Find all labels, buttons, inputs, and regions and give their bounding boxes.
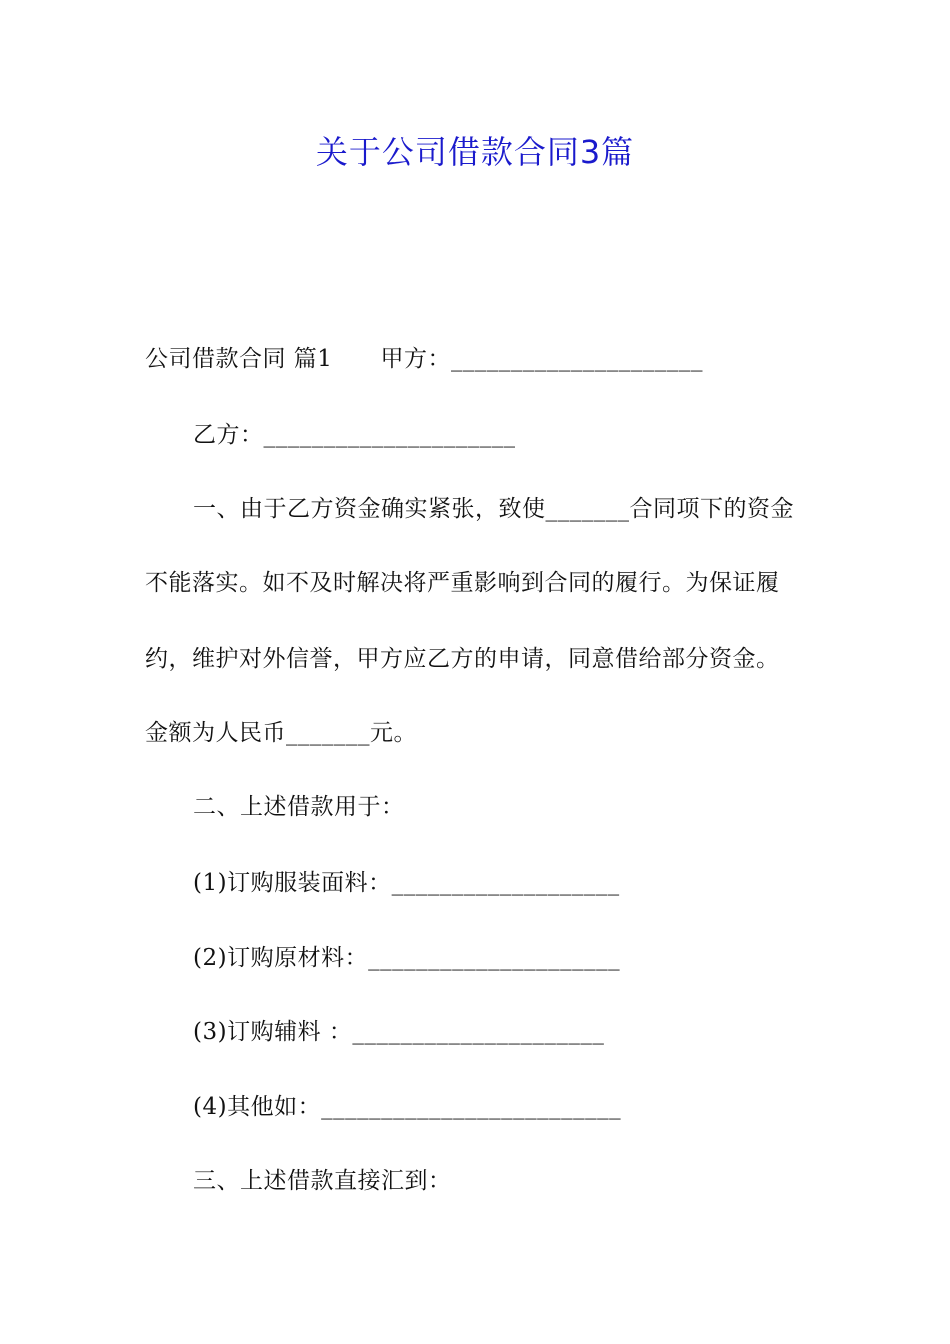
party-b-field: 乙方：_____________________ <box>193 422 516 448</box>
paragraph-line: 不能落实。如不及时解决将严重影响到合同的履行。为保证履 <box>145 570 780 596</box>
paragraph-line: 约，维护对外信誉，甲方应乙方的申请，同意借给部分资金。 <box>145 646 780 672</box>
usage-item: (2)订购原材料：_____________________ <box>193 945 621 971</box>
paragraph-line: 一、由于乙方资金确实紧张，致使_______合同项下的资金 <box>193 496 794 522</box>
party-a-field: 甲方：_____________________ <box>380 346 703 372</box>
clause-two-heading: 二、上述借款用于： <box>193 794 405 820</box>
clause-three-heading: 三、上述借款直接汇到： <box>193 1168 452 1194</box>
contract-section-heading: 公司借款合同 篇1 <box>145 346 333 372</box>
usage-item: (4)其他如：_________________________ <box>193 1094 622 1120</box>
contract-heading-line <box>145 342 703 376</box>
document-title: 关于公司借款合同3篇 <box>315 133 635 171</box>
usage-item: (1)订购服装面料：___________________ <box>193 870 620 896</box>
amount-line: 金额为人民币_______元。 <box>145 720 417 746</box>
usage-item: (3)订购辅料 ：_____________________ <box>193 1019 605 1045</box>
